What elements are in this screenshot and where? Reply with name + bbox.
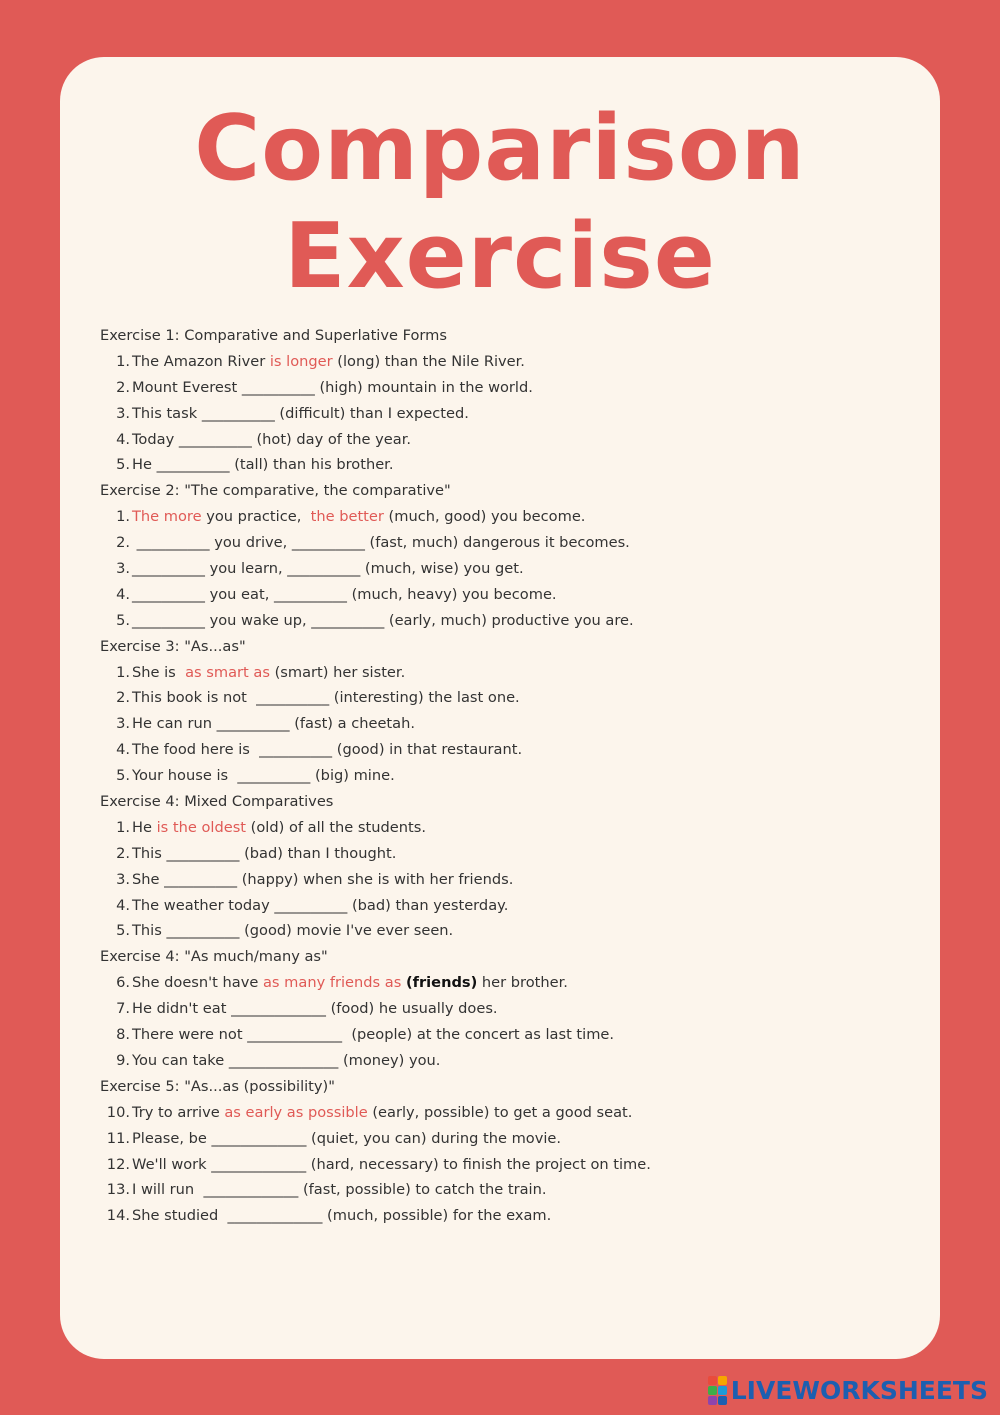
item-number: 2. bbox=[116, 689, 130, 707]
exercise-content bbox=[100, 323, 900, 1229]
item-number: 3. bbox=[116, 404, 130, 422]
exercise-item bbox=[100, 1203, 900, 1229]
item-text: She studied _____________ (much, possible) for the exam. bbox=[132, 1207, 552, 1225]
item-number: 1. bbox=[116, 508, 130, 526]
item-text: you practice, bbox=[201, 508, 311, 526]
exercise-item bbox=[100, 375, 900, 401]
item-number: 4. bbox=[116, 430, 130, 448]
exercise-heading: Exercise 4: "As much/many as" bbox=[100, 948, 328, 966]
exercise-heading: Exercise 4: Mixed Comparatives bbox=[100, 793, 334, 811]
item-text: Today __________ (hot) day of the year. bbox=[132, 430, 412, 448]
item-text: I will run _____________ (fast, possible) to catch the train. bbox=[132, 1181, 547, 1199]
exercise-item bbox=[100, 401, 900, 427]
item-text: (much, good) you become. bbox=[383, 508, 586, 526]
exercise-item bbox=[100, 608, 900, 634]
exercise-item bbox=[100, 1126, 900, 1152]
item-number: 14. bbox=[106, 1207, 130, 1225]
item-number: 2. bbox=[116, 534, 130, 552]
item-text: __________ you eat, __________ (much, heavy) you become. bbox=[132, 585, 557, 603]
item-number: 8. bbox=[116, 1026, 130, 1044]
item-number: 10. bbox=[106, 1103, 130, 1121]
item-text: (early, possible) to get a good seat. bbox=[367, 1103, 633, 1121]
exercise-item bbox=[100, 1152, 900, 1178]
exercise-item bbox=[100, 893, 900, 919]
answer-text: as early as possible bbox=[224, 1103, 368, 1121]
exercise-item bbox=[100, 918, 900, 944]
item-text: He bbox=[132, 818, 157, 836]
item-number: 12. bbox=[106, 1155, 130, 1173]
item-text: __________ you drive, __________ (fast, much) dangerous it becomes. bbox=[132, 534, 630, 552]
exercise-item bbox=[100, 504, 900, 530]
exercise-item bbox=[100, 582, 900, 608]
item-text: __________ you wake up, __________ (early, much) productive you are. bbox=[132, 611, 634, 629]
item-number: 13. bbox=[106, 1181, 130, 1199]
item-text: Please, be _____________ (quiet, you can) during the movie. bbox=[132, 1129, 562, 1147]
item-text: (smart) her sister. bbox=[269, 663, 406, 681]
answer-text: as smart as bbox=[185, 663, 270, 681]
exercise-item bbox=[100, 1048, 900, 1074]
item-text: The weather today __________ (bad) than yesterday. bbox=[132, 896, 509, 914]
liveworksheets-logo-icon bbox=[708, 1376, 727, 1405]
item-text: her brother. bbox=[477, 974, 568, 992]
exercise-heading: Exercise 2: "The comparative, the comparative" bbox=[100, 482, 451, 500]
answer-text: the better bbox=[310, 508, 384, 526]
exercise-item bbox=[100, 556, 900, 582]
exercise-item bbox=[100, 737, 900, 763]
item-text: (old) of all the students. bbox=[246, 818, 426, 836]
item-text: The Amazon River bbox=[132, 352, 270, 370]
item-number: 3. bbox=[116, 560, 130, 578]
item-text: He didn't eat _____________ (food) he usually does. bbox=[132, 1000, 498, 1018]
title-line-1: Comparison bbox=[194, 96, 806, 201]
item-text: There were not _____________ (people) at the concert as last time. bbox=[132, 1026, 615, 1044]
hint-text: (friends) bbox=[405, 974, 478, 992]
item-text: Mount Everest __________ (high) mountain in the world. bbox=[132, 378, 533, 396]
exercise-item bbox=[100, 970, 900, 996]
item-text: He __________ (tall) than his brother. bbox=[132, 456, 394, 474]
exercise-item bbox=[100, 867, 900, 893]
answer-text: The more bbox=[132, 508, 202, 526]
item-number: 5. bbox=[116, 456, 130, 474]
exercise-item bbox=[100, 815, 900, 841]
exercise-item bbox=[100, 349, 900, 375]
item-text: This task __________ (difficult) than I expected. bbox=[132, 404, 469, 422]
item-number: 2. bbox=[116, 378, 130, 396]
item-text: She __________ (happy) when she is with her friends. bbox=[132, 870, 514, 888]
exercise-item bbox=[100, 427, 900, 453]
exercise-item bbox=[100, 1022, 900, 1048]
item-text: This book is not __________ (interesting) the last one. bbox=[132, 689, 520, 707]
item-number: 9. bbox=[116, 1051, 130, 1069]
answer-text: as many friends as bbox=[262, 974, 402, 992]
item-number: 4. bbox=[116, 585, 130, 603]
item-number: 4. bbox=[116, 896, 130, 914]
item-number: 4. bbox=[116, 741, 130, 759]
item-number: 5. bbox=[116, 767, 130, 785]
answer-text: is longer bbox=[269, 352, 333, 370]
exercise-heading: Exercise 1: Comparative and Superlative Forms bbox=[100, 327, 447, 344]
item-number: 1. bbox=[116, 663, 130, 681]
item-number: 5. bbox=[116, 611, 130, 629]
item-text: Your house is __________ (big) mine. bbox=[132, 767, 395, 785]
exercise-item bbox=[100, 1100, 900, 1126]
item-number: 1. bbox=[116, 818, 130, 836]
item-text: She is bbox=[132, 663, 186, 681]
item-text: __________ you learn, __________ (much, wise) you get. bbox=[132, 560, 524, 578]
exercise-item bbox=[100, 711, 900, 737]
item-number: 3. bbox=[116, 715, 130, 733]
page-title bbox=[0, 95, 1000, 311]
item-text: This __________ (good) movie I've ever seen. bbox=[132, 922, 454, 940]
item-number: 5. bbox=[116, 922, 130, 940]
item-number: 7. bbox=[116, 1000, 130, 1018]
item-number: 11. bbox=[106, 1129, 130, 1147]
item-text: (long) than the Nile River. bbox=[332, 352, 525, 370]
exercise-item bbox=[100, 841, 900, 867]
item-number: 1. bbox=[116, 352, 130, 370]
item-text: You can take _______________ (money) you. bbox=[132, 1051, 441, 1069]
exercise-item bbox=[100, 1177, 900, 1203]
item-text: She doesn't have bbox=[132, 974, 263, 992]
item-number: 3. bbox=[116, 870, 130, 888]
brand-name: LIVEWORKSHEETS bbox=[730, 1375, 988, 1405]
item-text: He can run __________ (fast) a cheetah. bbox=[132, 715, 415, 733]
exercise-item bbox=[100, 452, 900, 478]
item-number: 6. bbox=[116, 974, 130, 992]
item-text: The food here is __________ (good) in that restaurant. bbox=[132, 741, 523, 759]
liveworksheets-brand[interactable] bbox=[708, 1374, 988, 1406]
item-number: 2. bbox=[116, 844, 130, 862]
item-text: Try to arrive bbox=[132, 1103, 225, 1121]
item-text: This __________ (bad) than I thought. bbox=[132, 844, 397, 862]
exercise-item bbox=[100, 685, 900, 711]
exercise-item bbox=[100, 530, 900, 556]
item-text: We'll work _____________ (hard, necessary) to finish the project on time. bbox=[132, 1155, 651, 1173]
exercise-heading: Exercise 5: "As...as (possibility)" bbox=[100, 1077, 335, 1095]
exercise-item bbox=[100, 660, 900, 686]
exercise-item bbox=[100, 996, 900, 1022]
exercise-heading: Exercise 3: "As...as" bbox=[100, 637, 246, 655]
exercise-item bbox=[100, 763, 900, 789]
title-line-2: Exercise bbox=[284, 204, 716, 309]
answer-text: is the oldest bbox=[156, 818, 247, 836]
